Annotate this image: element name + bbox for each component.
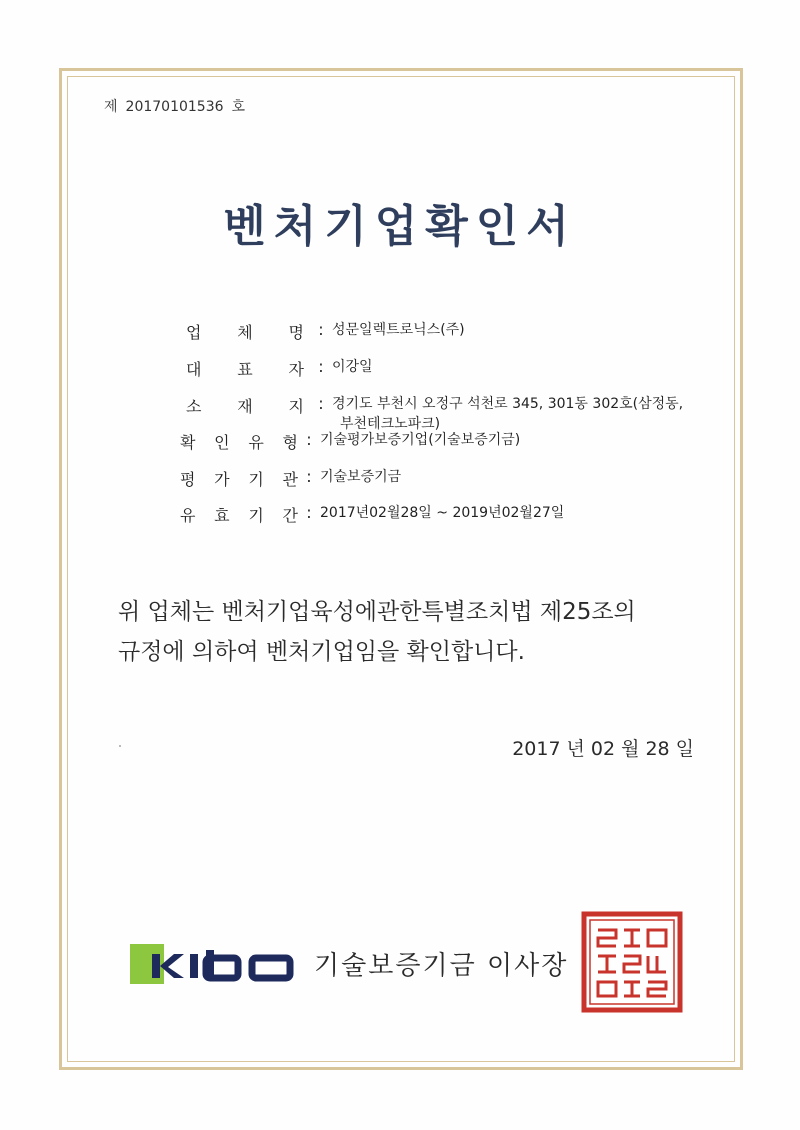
field-value: 기술보증기금 xyxy=(320,469,402,485)
kibo-logo xyxy=(130,940,296,986)
issuer-block xyxy=(130,940,568,986)
label-char: 재 xyxy=(237,397,253,416)
field-evaluation-agency xyxy=(180,467,401,490)
field-address xyxy=(180,394,683,434)
label-char: 기 xyxy=(248,506,264,525)
issuer-name: 기술보증기금 이사장 xyxy=(314,950,569,981)
label-char: 형 xyxy=(282,433,298,452)
statement-line-1: 위 업체는 벤처기업육성에관한특별조치법 제25조의 xyxy=(118,599,636,625)
field-validity-period xyxy=(180,503,564,526)
date-day: 28 xyxy=(645,738,670,760)
field-value: 성문일렉트로닉스(주) xyxy=(332,322,465,338)
field-label xyxy=(180,503,298,526)
address-line-1: 경기도 부천시 오정구 석천로 345, 301동 302호(삼정동, xyxy=(332,396,684,412)
field-value: 2017년02월28일 ~ 2019년02월27일 xyxy=(320,505,565,521)
label-char: 명 xyxy=(288,323,304,342)
label-char: 관 xyxy=(282,470,298,489)
label-char: 지 xyxy=(288,397,304,416)
official-seal xyxy=(580,910,684,1014)
label-char: 업 xyxy=(186,323,202,342)
date-month-unit: 월 xyxy=(621,738,640,760)
field-value: 기술평가보증기업(기술보증기금) xyxy=(320,432,521,448)
label-char: 인 xyxy=(214,433,230,452)
field-value xyxy=(332,394,683,434)
field-colon: : xyxy=(318,320,324,339)
label-char: 기 xyxy=(248,470,264,489)
confirmation-statement xyxy=(118,592,636,672)
label-char: 유 xyxy=(248,433,264,452)
date-month: 02 xyxy=(590,738,616,760)
certificate-number xyxy=(104,96,253,116)
field-colon: : xyxy=(318,394,324,413)
date-year-unit: 년 xyxy=(566,738,585,760)
label-char: 유 xyxy=(180,506,196,525)
field-confirmation-type xyxy=(180,430,520,453)
label-char: 표 xyxy=(237,360,253,379)
label-char: 확 xyxy=(180,433,196,452)
field-colon: : xyxy=(306,430,312,449)
document-title: 벤처기업확인서 xyxy=(223,201,577,252)
label-char: 간 xyxy=(282,506,298,525)
label-char: 소 xyxy=(186,397,202,416)
field-value: 이강일 xyxy=(332,359,373,375)
field-label xyxy=(180,467,298,490)
cert-no-suffix: 호 xyxy=(231,99,246,115)
field-label xyxy=(180,430,298,453)
scan-speck xyxy=(119,745,121,747)
cert-no-value: 20170101536 xyxy=(125,99,224,115)
field-representative xyxy=(180,357,373,380)
label-char: 가 xyxy=(214,470,230,489)
cert-no-prefix: 제 xyxy=(104,99,118,115)
field-label xyxy=(180,357,310,380)
date-year: 2017 xyxy=(512,738,561,760)
field-company-name xyxy=(180,320,465,343)
label-char: 효 xyxy=(214,506,230,525)
field-colon: : xyxy=(318,357,324,376)
statement-line-2: 규정에 의하여 벤처기업임을 확인합니다. xyxy=(118,639,525,665)
label-char: 대 xyxy=(186,360,202,379)
date-day-unit: 일 xyxy=(675,738,694,760)
field-label xyxy=(180,394,310,417)
field-colon: : xyxy=(306,503,312,522)
label-char: 평 xyxy=(180,470,196,489)
label-char: 체 xyxy=(237,323,253,342)
field-label xyxy=(180,320,310,343)
issue-date xyxy=(512,734,694,761)
label-char: 자 xyxy=(288,360,304,379)
address-line-2: 부천테크노파크) xyxy=(340,416,441,432)
field-colon: : xyxy=(306,467,312,486)
